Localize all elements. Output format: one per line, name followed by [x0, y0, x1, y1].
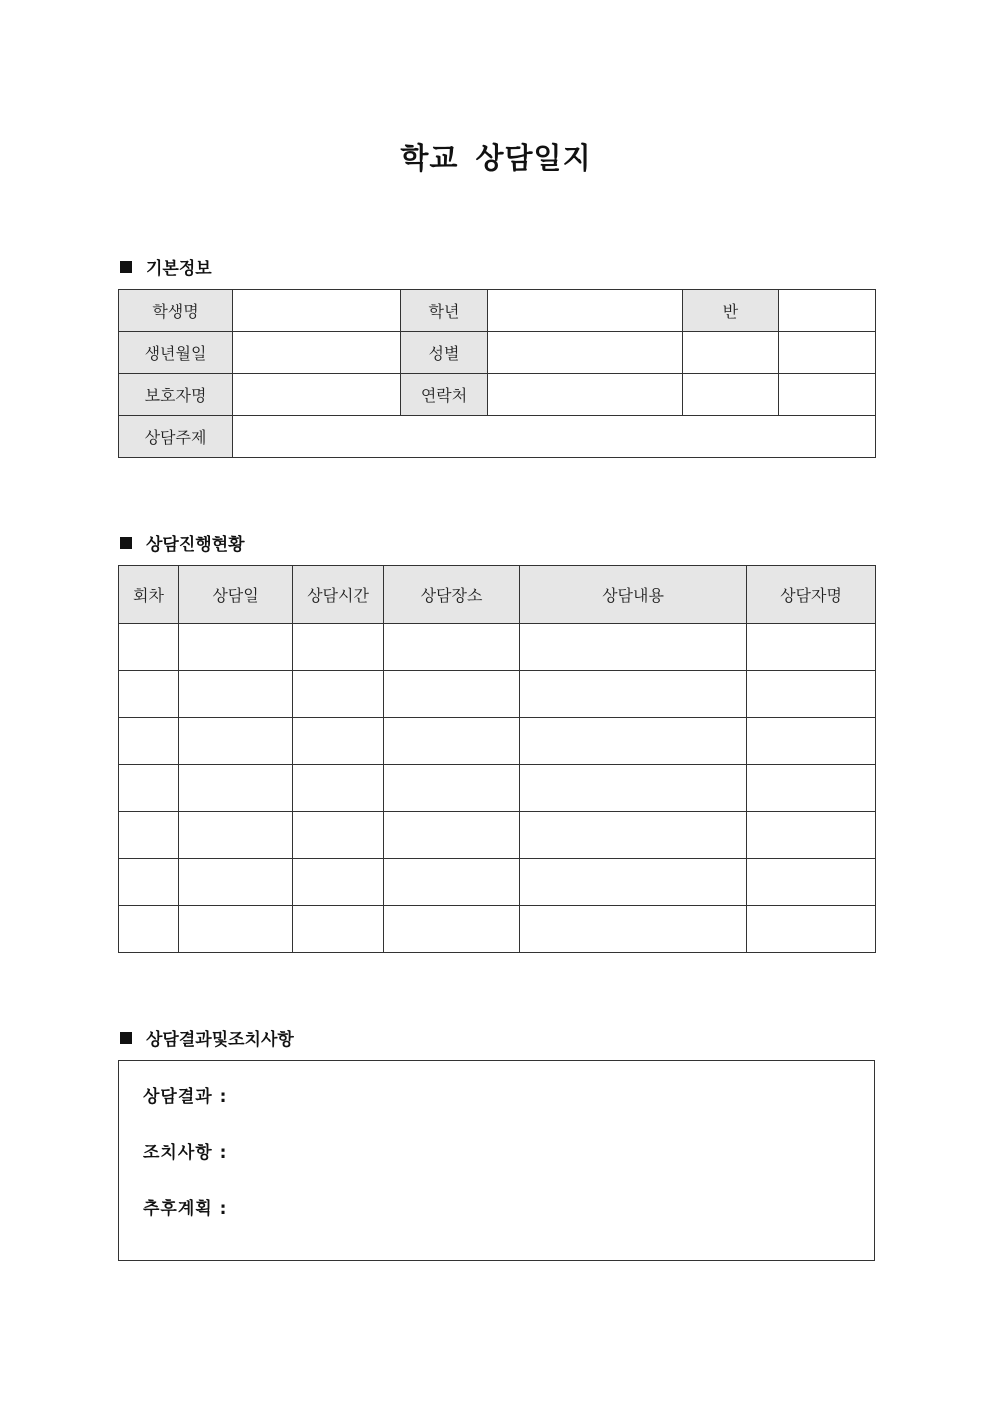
- empty-cell[interactable]: [779, 332, 876, 374]
- table-row: [119, 671, 876, 718]
- table-row: [119, 290, 876, 332]
- table-cell[interactable]: [179, 906, 293, 953]
- table-cell[interactable]: [384, 671, 520, 718]
- table-header-row: [119, 566, 876, 624]
- result-label: 상담결과 :: [143, 1087, 228, 1107]
- table-cell[interactable]: [520, 812, 747, 859]
- table-row: [119, 416, 876, 458]
- table-cell[interactable]: [119, 906, 179, 953]
- table-cell[interactable]: [747, 624, 876, 671]
- table-cell[interactable]: [520, 906, 747, 953]
- plan-label: 추후계획 :: [143, 1199, 228, 1219]
- contact-field[interactable]: [488, 374, 683, 416]
- contact-label: 연락처: [401, 374, 488, 416]
- result-box[interactable]: [118, 1060, 875, 1261]
- guardian-name-field[interactable]: [233, 374, 401, 416]
- table-cell[interactable]: [293, 718, 384, 765]
- table-cell[interactable]: [119, 671, 179, 718]
- gender-label: 성별: [401, 332, 488, 374]
- table-cell[interactable]: [747, 906, 876, 953]
- black-square-icon: [120, 537, 132, 549]
- black-square-icon: [120, 261, 132, 273]
- table-cell[interactable]: [179, 812, 293, 859]
- column-header-place: 상담장소: [384, 566, 520, 624]
- table-cell[interactable]: [119, 765, 179, 812]
- table-cell[interactable]: [384, 718, 520, 765]
- table-cell[interactable]: [119, 624, 179, 671]
- section-heading-label: 상담진행현황: [146, 535, 245, 555]
- table-row: [119, 718, 876, 765]
- table-cell[interactable]: [293, 624, 384, 671]
- column-header-date: 상담일: [179, 566, 293, 624]
- table-cell[interactable]: [119, 718, 179, 765]
- table-cell[interactable]: [520, 859, 747, 906]
- basic-info-table: [118, 289, 876, 458]
- table-cell[interactable]: [747, 812, 876, 859]
- table-row: [119, 624, 876, 671]
- table-cell[interactable]: [119, 812, 179, 859]
- grade-label: 학년: [401, 290, 488, 332]
- column-header-session: 회차: [119, 566, 179, 624]
- section-heading-progress: [118, 530, 245, 555]
- grade-field[interactable]: [488, 290, 683, 332]
- section-heading-basic-info: [118, 254, 212, 279]
- table-row: [119, 332, 876, 374]
- guardian-name-label: 보호자명: [119, 374, 233, 416]
- section-heading-label: 기본정보: [146, 259, 212, 279]
- table-cell[interactable]: [747, 765, 876, 812]
- table-cell[interactable]: [520, 765, 747, 812]
- student-name-field[interactable]: [233, 290, 401, 332]
- empty-cell[interactable]: [683, 332, 779, 374]
- section-heading-label: 상담결과및조치사항: [146, 1030, 294, 1050]
- table-cell[interactable]: [179, 671, 293, 718]
- table-row: [119, 765, 876, 812]
- table-cell[interactable]: [293, 906, 384, 953]
- section-heading-result: [118, 1025, 294, 1050]
- table-cell[interactable]: [384, 859, 520, 906]
- table-row: [119, 906, 876, 953]
- table-cell[interactable]: [520, 624, 747, 671]
- empty-cell[interactable]: [779, 374, 876, 416]
- table-cell[interactable]: [384, 624, 520, 671]
- table-cell[interactable]: [179, 718, 293, 765]
- table-cell[interactable]: [747, 718, 876, 765]
- table-cell[interactable]: [119, 859, 179, 906]
- empty-cell[interactable]: [683, 374, 779, 416]
- topic-label: 상담주제: [119, 416, 233, 458]
- gender-field[interactable]: [488, 332, 683, 374]
- table-cell[interactable]: [179, 859, 293, 906]
- actions-label: 조치사항 :: [143, 1143, 228, 1163]
- table-cell[interactable]: [179, 765, 293, 812]
- birth-date-field[interactable]: [233, 332, 401, 374]
- class-label: 반: [683, 290, 779, 332]
- table-cell[interactable]: [293, 765, 384, 812]
- table-cell[interactable]: [747, 859, 876, 906]
- column-header-time: 상담시간: [293, 566, 384, 624]
- table-cell[interactable]: [520, 671, 747, 718]
- table-row: [119, 374, 876, 416]
- topic-field[interactable]: [233, 416, 876, 458]
- table-cell[interactable]: [384, 765, 520, 812]
- birth-date-label: 생년월일: [119, 332, 233, 374]
- progress-table: [118, 565, 876, 953]
- class-field[interactable]: [779, 290, 876, 332]
- page-title: 학교 상담일지: [400, 141, 592, 175]
- student-name-label: 학생명: [119, 290, 233, 332]
- table-row: [119, 812, 876, 859]
- table-cell[interactable]: [293, 812, 384, 859]
- table-cell[interactable]: [384, 906, 520, 953]
- black-square-icon: [120, 1032, 132, 1044]
- table-row: [119, 859, 876, 906]
- table-cell[interactable]: [384, 812, 520, 859]
- column-header-counselor: 상담자명: [747, 566, 876, 624]
- table-cell[interactable]: [293, 671, 384, 718]
- table-cell[interactable]: [747, 671, 876, 718]
- column-header-content: 상담내용: [520, 566, 747, 624]
- table-cell[interactable]: [520, 718, 747, 765]
- table-cell[interactable]: [179, 624, 293, 671]
- table-cell[interactable]: [293, 859, 384, 906]
